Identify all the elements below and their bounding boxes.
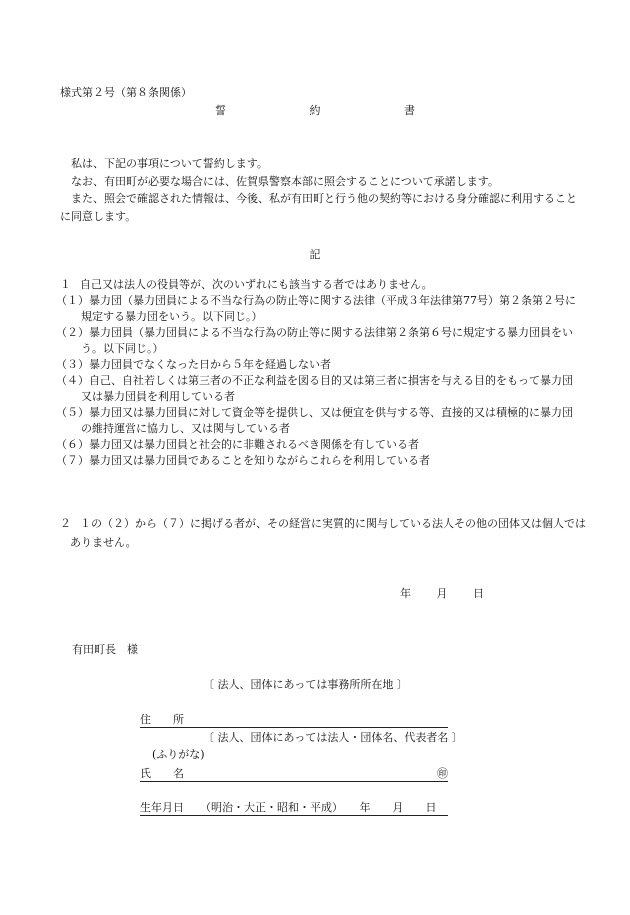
address-field[interactable] [140, 713, 448, 728]
seal-mark: ㊞ [437, 767, 448, 780]
name-label: 氏 名 [140, 767, 184, 780]
title-char-2: 約 [309, 104, 321, 117]
sub-item-5-text: 暴力団又は暴力団員に対して資金等を提供し、又は便宜を供与する等、直接的又は積極的に暴力団の維持運営に協力し、又は関与している者 [81, 406, 573, 435]
sub-item-2-num: （２） [56, 326, 89, 339]
sub-item-7-num: （７） [56, 454, 89, 467]
form-number: 様式第２号（第８条関係） [60, 86, 192, 99]
birthdate-field[interactable] [140, 801, 448, 816]
item-2 [60, 514, 590, 552]
sub-item-3-text: 暴力団員でなくなった日から５年を経過しない者 [89, 358, 331, 371]
date-month: 月 [436, 587, 448, 600]
date-day: 日 [473, 587, 484, 600]
sub-item-2 [56, 325, 580, 357]
sub-item-6-text: 暴力団又は暴力団員と社会的に非難されるべき関係を有している者 [89, 438, 419, 451]
addressee: 有田町長 様 [72, 643, 138, 656]
item-2-number: ２ [60, 517, 71, 530]
corp-note: 〔 法人、団体にあっては法人・団体名、代表者名 〕 [203, 731, 463, 744]
sub-item-2-text: 暴力団員（暴力団員による不当な行為の防止等に関する法律第２条第６号に規定する暴力団員をいう。以下同じ。） [81, 326, 573, 355]
title-char-1: 誓 [215, 104, 226, 117]
name-field[interactable] [140, 767, 448, 782]
intro-line-3: また、照会で確認された情報は、今後、私が有田町と行う他の契約等における身分確認に利用することに同意します。 [60, 192, 577, 223]
sub-item-4-num: （４） [56, 374, 89, 387]
birthdate-label: 生年月日 [140, 801, 184, 814]
sub-item-5 [56, 405, 580, 437]
sub-item-1-text: 暴力団（暴力団員による不当な行為の防止等に関する法律（平成３年法律第77号）第２条第２号に規定する暴力団をいう。以下同じ。） [81, 294, 576, 323]
birthdate-detail: （明治・大正・昭和・平成） 年 月 日 [200, 801, 437, 814]
sub-item-4-text: 自己、自社若しくは第三者の不正な利益を図る目的又は第三者に損害を与える目的をもって暴力団又は暴力団員を利用している者 [81, 374, 573, 403]
sub-item-7-text: 暴力団又は暴力団員であることを知りながらこれらを利用している者 [89, 454, 430, 467]
address-label: 住 所 [140, 713, 184, 726]
date-line [400, 587, 506, 601]
item-1-number: １ [60, 278, 71, 291]
sub-item-1 [56, 293, 580, 325]
item-1 [56, 277, 580, 469]
sub-item-3-num: （３） [56, 358, 89, 371]
item-2-text: １の（２）から（７）に掲げる者が、その経営に実質的に関与している法人その他の団体又は個人ではありません。 [70, 517, 586, 549]
sub-item-7 [56, 453, 580, 469]
sub-item-1-num: （１） [56, 294, 89, 307]
item-1-heading [60, 277, 580, 293]
sub-item-3 [56, 357, 580, 373]
sub-item-4 [56, 373, 580, 405]
title-char-3: 書 [404, 104, 415, 117]
date-year: 年 [400, 587, 411, 600]
intro-line-2: なお、有田町が必要な場合には、佐賀県警察本部に照会することについて承諾します。 [71, 174, 499, 188]
ki-heading: 記 [309, 248, 321, 261]
sub-item-6-num: （６） [56, 438, 89, 451]
furigana-label: (ふりがな) [152, 748, 205, 761]
sub-item-6 [56, 437, 580, 453]
document-title [0, 104, 630, 118]
intro-line-1: 私は、下記の事項について誓約します。 [71, 157, 268, 170]
item-1-text: 自己又は法人の役員等が、次のいずれにも該当する者ではありません。 [80, 278, 433, 291]
sub-item-5-num: （５） [56, 406, 89, 419]
intro-paragraph [60, 155, 580, 225]
address-note: 〔 法人、団体にあっては事務所所在地 〕 [203, 678, 408, 691]
